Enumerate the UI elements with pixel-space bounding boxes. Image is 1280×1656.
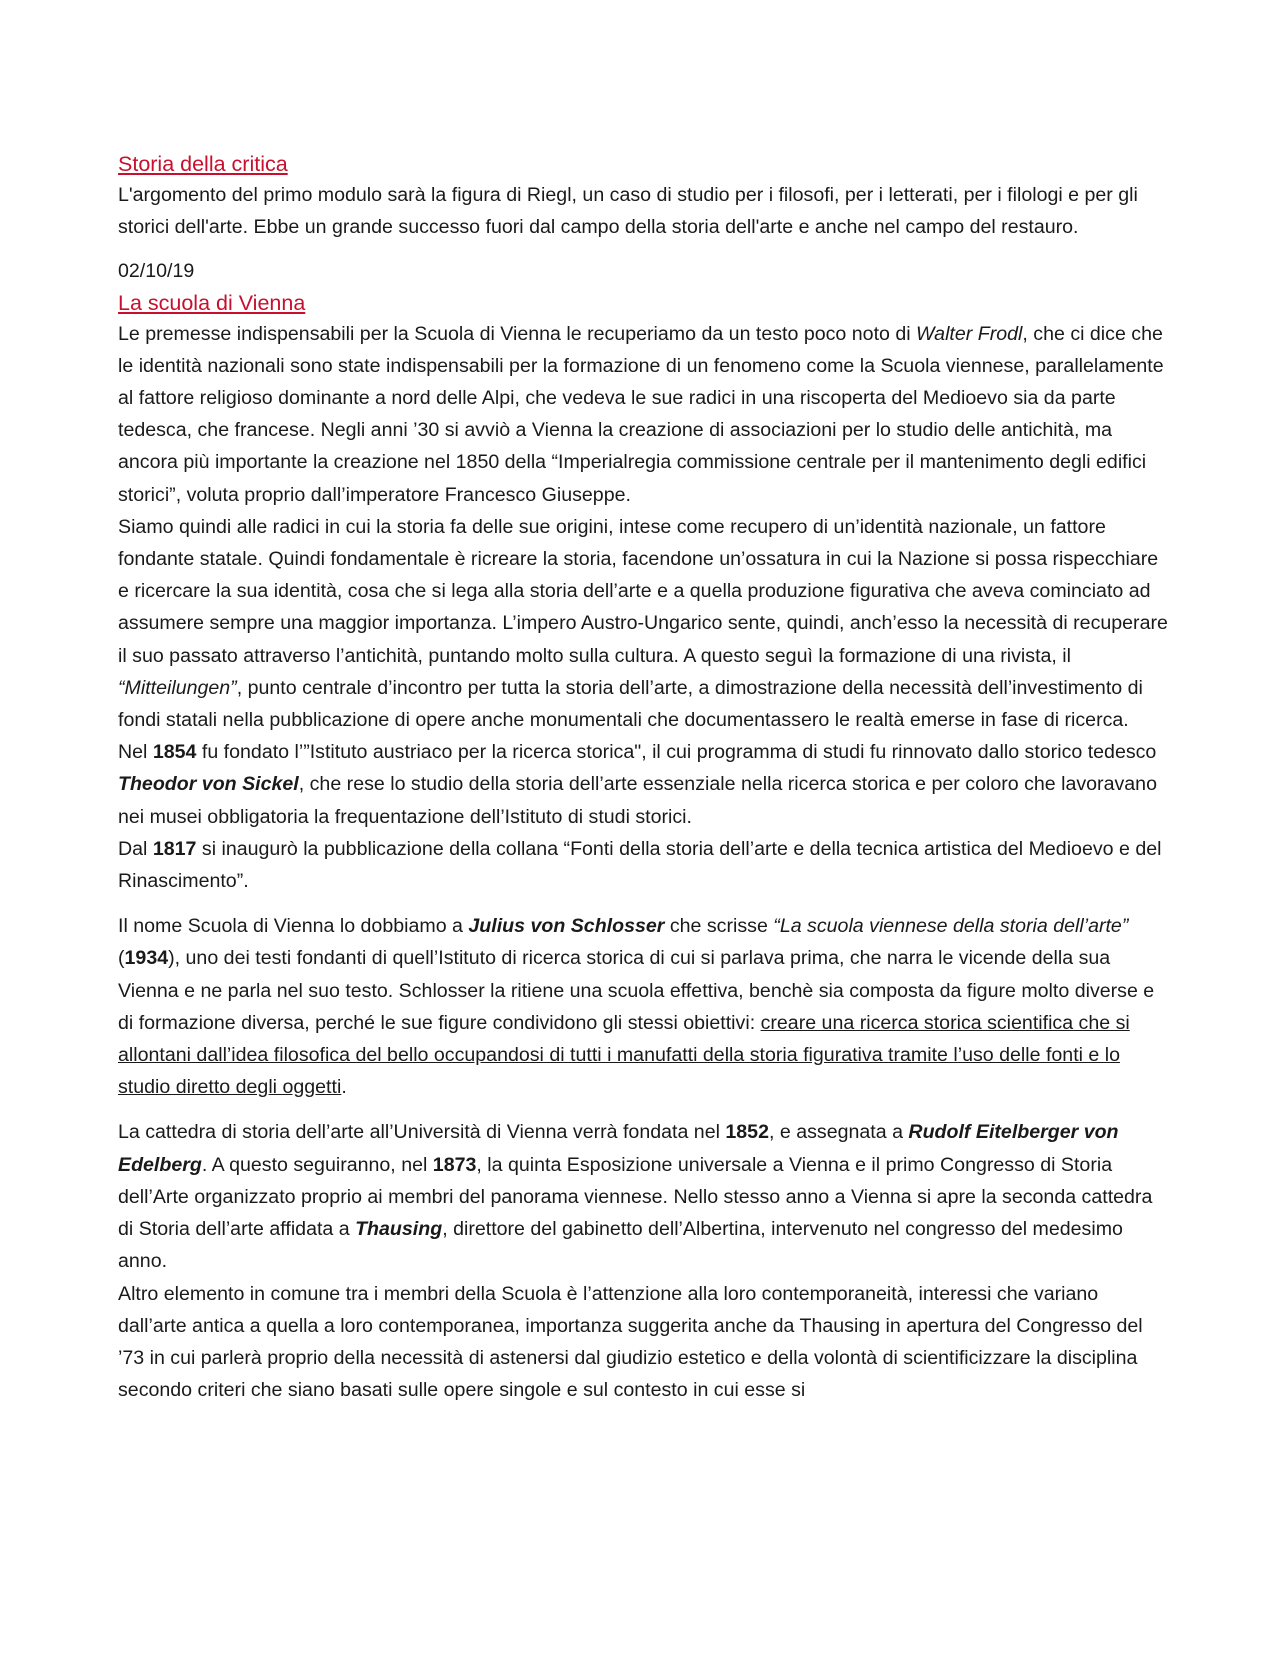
- document-page: [118, 149, 1170, 1406]
- paragraph-premesse: Le premesse indispensabili per la Scuola di Vienna le recuperiamo da un testo poco noto di Walter Frodl, che ci dice che le identità nazionali sono state indispensabili per la formazione di un fenomeno come la Scuola viennese, parallelamente al fattore religioso dominante a nord delle Alpi, che vedeva le sue radici in una riscoperta del Medioevo sia da parte tedesca, che francese. Negli anni ’30 si avviò a Vienna la creazione di associazioni per lo studio delle antichità, ma ancora più importante la creazione nel 1850 della “Imperialregia commissione centrale per il mantenimento degli edifici storici”, voluta proprio dall’imperatore Francesco Giuseppe.: [118, 322, 1164, 506]
- paragraph-contemporaneita: Altro elemento in comune tra i membri della Scuola è l’attenzione alla loro contemporaneità, interessi che variano dall’arte antica a quella a loro contemporanea, importanza suggerita anche da Thausing in apertura del Congresso del ’73 in cui parlerà proprio della necessità di astenersi dal giudizio estetico e della volontà di scientificizzare la disciplina secondo criteri che siano basati sulle opere singole e sul contesto in cui esse si: [118, 1282, 1143, 1402]
- journal-title: “Mitteilungen”: [118, 676, 237, 699]
- paragraph-cattedra: La cattedra di storia dell’arte all’Università di Vienna verrà fondata nel 1852, e assegnata a Rudolf Eitelberger von Edelberg. A questo seguiranno, nel 1873, la quinta Esposizione universale a Vienna e il primo Congresso di Storia dell’Arte organizzato proprio ai membri del panorama viennese. Nello stesso anno a Vienna si apre la seconda cattedra di Storia dell’arte affidata a Thausing, direttore del gabinetto dell’Albertina, intervenuto nel congresso del medesimo anno.: [118, 1121, 1153, 1273]
- section-heading-storia-critica: Storia della critica: [118, 152, 288, 176]
- paragraph-schlosser: Il nome Scuola di Vienna lo dobbiamo a Julius von Schlosser che scrisse “La scuola viennese della storia dell’arte” (1934), uno dei testi fondanti di quell’Istituto di ricerca storica di cui si parlava prima, che narra le vicende della sua Vienna e ne parla nel suo testo. Schlosser la ritiene una scuola effettiva, benchè sia composta da figure molto diverse e di formazione diversa, perché le sue figure condividono gli stessi obiettivi: creare una ricerca storica scientifica che si allontani dall’idea filosofica del bello occupandosi di tutti i manufatti della storia figurativa tramite l’uso delle fonti e lo studio diretto degli oggetti.: [118, 915, 1155, 1099]
- underlined-objective: creare una ricerca storica scientifica che si allontani dall’idea filosofica del bello occupandosi di tutti i manufatti della storia figurativa tramite l’uso delle fonti e lo studio diretto degli oggetti: [118, 1011, 1130, 1099]
- lecture-date: 02/10/19: [118, 260, 195, 283]
- section-heading-scuola-vienna: La scuola di Vienna: [118, 290, 306, 315]
- year-1817: 1817: [152, 837, 197, 860]
- book-title: “La scuola viennese della storia dell’arte”: [773, 915, 1129, 938]
- author-thausing: Thausing: [355, 1218, 443, 1241]
- year-1852: 1852: [725, 1121, 769, 1144]
- author-eitelberger: Rudolf Eitelberger von Edelberg: [118, 1121, 1119, 1176]
- author-sickel: Theodor von Sickel: [118, 773, 299, 796]
- paragraph-radici: Siamo quindi alle radici in cui la storia fa delle sue origini, intese come recupero di un’identità nazionale, un fattore fondante statale. Quindi fondamentale è ricreare la storia, facendone un’ossatura in cui la Nazione si possa rispecchiare e ricercare la sua identità, cosa che si lega alla storia dell’arte e a quella produzione figurativa che aveva cominciato ad assumere sempre una maggior importanza. L’impero Austro-Ungarico sente, quindi, anch’esso la necessità di recuperare il suo passato attraverso l’antichità, puntando molto sulla cultura. A questo seguì la formazione di una rivista, il “Mitteilungen”, punto centrale d’incontro per tutta la storia dell’arte, a dimostrazione della necessità dell’investimento di fondi statali nella pubblicazione di opere anche monumentali che documentassero le realtà emerse in fase di ricerca.: [118, 515, 1168, 732]
- author-schlosser: Julius von Schlosser: [468, 915, 665, 938]
- paragraph-istituto: Nel 1854 fu fondato l’”Istituto austriaco per la ricerca storica", il cui programma di studi fu rinnovato dallo storico tedesco Theodor von Sickel, che rese lo studio della storia dell’arte essenziale nella ricerca storica e per coloro che lavoravano nei musei obbligatoria la frequentazione dell’Istituto di studi storici.: [118, 741, 1157, 828]
- author-frodl: Walter Frodl: [916, 322, 1023, 345]
- year-1873: 1873: [432, 1153, 477, 1176]
- year-1934: 1934: [124, 947, 169, 970]
- paragraph-collana: Dal 1817 si inaugurò la pubblicazione della collana “Fonti della storia dell’arte e della tecnica artistica del Medioevo e del Rinascimento”.: [118, 837, 1162, 893]
- year-1854: 1854: [152, 741, 197, 764]
- intro-paragraph: L'argomento del primo modulo sarà la figura di Riegl, un caso di studio per i filosofi, per i letterati, per i filologi e per gli storici dell'arte. Ebbe un grande successo fuori dal campo della storia dell'arte e anche nel campo del restauro.: [118, 184, 1138, 239]
